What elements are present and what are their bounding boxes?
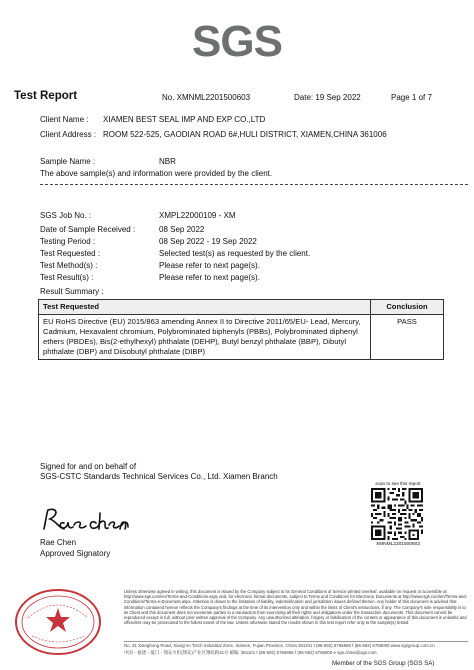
table-row — [39, 315, 444, 360]
sample-name-value: NBR — [159, 157, 176, 166]
signer-name: Rae Chen — [40, 538, 77, 547]
detail-label: SGS Job No. : — [40, 211, 92, 220]
detail-value: 08 Sep 2022 - 19 Sep 2022 — [159, 237, 257, 246]
signed-line-2: SGS-CSTC Standards Technical Services Co., Ltd. Xiamen Branch — [40, 472, 278, 481]
detail-label: Testing Period : — [40, 237, 96, 246]
report-title: Test Report — [14, 90, 78, 102]
signer-title: Approved Signatory — [40, 549, 111, 558]
qr-code[interactable] — [371, 488, 423, 540]
footer-address-en: No. 31 Xianghong Road, Xiang'An Torch Industrial Zone, Xiamen, Fujian Province, China 361101 t (86-592) 5766666 f (86-592) 5766000 www.sgsgroup.com.cn — [124, 643, 435, 648]
client-address-value: ROOM 522-525, GAODIAN ROAD 6#,HULI DISTRICT, XIAMEN,CHINA 361006 — [103, 130, 387, 139]
footer-address-cn: 中国・福建・厦门・翔安火炬(翔安)产业区翔虹路31号 邮编: 361101 t (86-592) 5766666 f (86-592) 5766000 e sgs.china@sgs.com — [124, 650, 377, 655]
report-number: No. XMNML2201500603 — [162, 93, 251, 102]
detail-value: Please refer to next page(s). — [159, 273, 260, 282]
detail-label: Test Method(s) : — [40, 261, 98, 270]
footer-divider — [124, 641, 468, 642]
detail-value: 08 Sep 2022 — [159, 225, 205, 234]
conclusion-cell: PASS — [371, 315, 444, 360]
sgs-logo — [188, 14, 286, 66]
section-divider — [40, 184, 468, 185]
terms-fine-print: Unless otherwise agreed in writing, this document is issued by the Company subject to its General Conditions of Service printed overleaf, available on request or accessible at http://www.sgs.com/en/Terms-and-Conditions.aspx and, for electronic format documents, subject to Terms and Conditions for Electronic Documents at http://www.sgs.com/en/Terms-and-Conditions/Terms-e-Document.aspx. Attention is drawn to the limitation of liability, indemnification and jurisdiction issues defined therein. Any holder of this document is advised that information contained hereon reflects the Company's findings at the time of its intervention only and within the limits of Client's instructions, if any. The Company's sole responsibility is to its Client and this document does not exonerate parties to a transaction from exercising all their rights and obligations under the transaction documents. This document cannot be reproduced except in full, without prior written approval of the Company. Any unauthorized alteration, forgery or falsification of the content or appearance of this document is unlawful and offenders may be prosecuted to the fullest extent of the law. Unless otherwise stated the results shown in this test report refer only to the sample(s) tested. — [124, 589, 467, 626]
client-name-label: Client Name : — [40, 115, 89, 124]
report-date: Date: 19 Sep 2022 — [294, 93, 361, 102]
logo-text: SGS — [192, 17, 282, 66]
header-test-requested: Test Requested — [39, 300, 371, 315]
client-name-value: XIAMEN BEST SEAL IMP AND EXP CO.,LTD — [103, 115, 266, 124]
header-conclusion: Conclusion — [371, 300, 444, 315]
page-number: Page 1 of 7 — [391, 93, 432, 102]
detail-label: Test Result(s) : — [40, 273, 94, 282]
table-header-row — [39, 300, 444, 315]
signed-line-1: Signed for and on behalf of — [40, 462, 137, 471]
client-address-label: Client Address : — [40, 130, 97, 139]
inspection-stamp — [14, 588, 102, 656]
detail-label: Test Requested : — [40, 249, 101, 258]
handwritten-signature — [38, 505, 130, 535]
result-summary-table — [38, 299, 444, 360]
detail-value: Selected test(s) as requested by the client. — [159, 249, 311, 258]
qr-caption-top: scan to see this report — [375, 481, 421, 486]
detail-label: Date of Sample Received : — [40, 225, 136, 234]
result-summary-label: Result Summary : — [40, 287, 104, 296]
sample-name-label: Sample Name : — [40, 157, 96, 166]
sgs-group-member: Member of the SGS Group (SGS SA) — [332, 660, 435, 667]
qr-caption-bottom: XMNML2201500603 — [375, 542, 420, 547]
test-requested-cell: EU RoHS Directive (EU) 2015/863 amending Annex II to Directive 2011/65/EU- Lead, Mercury, Cadmium, Hexavalent chromium, Polybrominated biphenyls (PBBs), Polybrominated diphenyl ethers (PBDEs), Bis(2-ethylhexyl) phthalate (DEHP), Butyl benzyl phthalate (BBP), Dibutyl phthalate (DBP) and Diisobutyl phthalate (DIBP) — [39, 315, 371, 360]
detail-value: Please refer to next page(s). — [159, 261, 260, 270]
sample-note: The above sample(s) and information were provided by the client. — [40, 169, 273, 178]
detail-value: XMPL22000109 - XM — [159, 211, 236, 220]
